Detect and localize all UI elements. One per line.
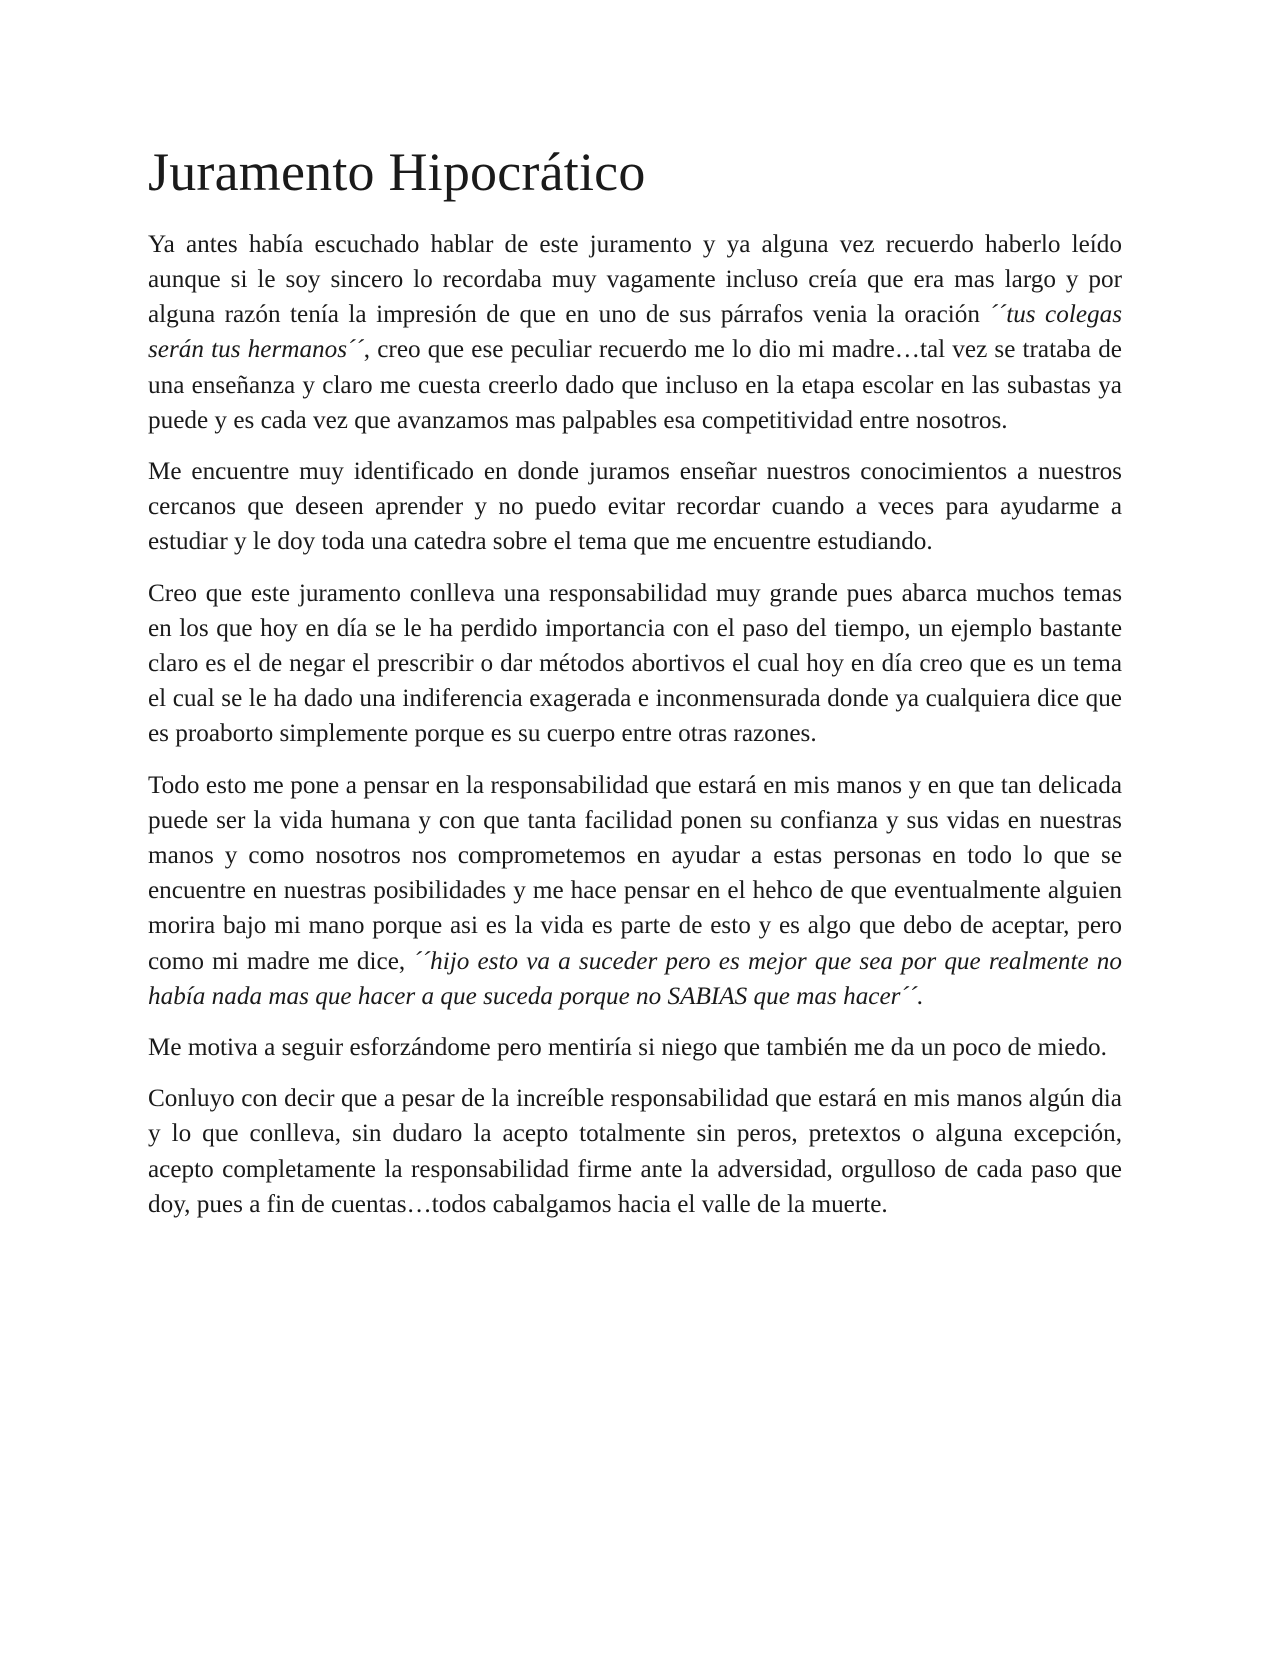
paragraph-5 <box>148 1030 1122 1065</box>
paragraph-5-text: Me motiva a seguir esforzándome pero mentiría si niego que también me da un poco de miedo. <box>148 1034 1107 1062</box>
paragraph-3-text: Creo que este juramento conlleva una responsabilidad muy grande pues abarca muchos temas en los que hoy en día se le ha perdido importancia con el paso del tiempo, un ejemplo bastante claro es el de negar el prescribir o dar métodos abortivos el cual hoy en día creo que es un tema el cual se le ha dado una indiferencia exagerada e inconmensurada donde ya cualquiera dice que es proaborto simplemente porque es su cuerpo entre otras razones. <box>148 579 1122 748</box>
paragraph-4 <box>148 768 1122 1014</box>
document-title: Juramento Hipocrático <box>148 142 646 202</box>
paragraph-6 <box>148 1081 1122 1222</box>
paragraph-1-quote: ´´tus colegas serán tus hermanos´´ <box>148 301 1123 364</box>
paragraph-2 <box>148 454 1122 560</box>
paragraph-1-text-end: , creo que ese peculiar recuerdo me lo dio mi madre…tal vez se trataba de una enseñanza y claro me cuesta creerlo dado que incluso en la etapa escolar en las subastas ya puede y es cada vez que avanzamos mas palpables esa competitividad entre nosotros. <box>148 336 1122 434</box>
paragraph-1 <box>148 227 1122 438</box>
paragraph-4-quote: ´´hijo esto va a suceder pero es mejor que sea por que realmente no había nada mas que hacer a que suceda porque no SABIAS que mas hacer´´. <box>148 947 1122 1010</box>
paragraph-2-text: Me encuentre muy identificado en donde juramos enseñar nuestros conocimientos a nuestros cercanos que deseen aprender y no puedo evitar recordar cuando a veces para ayudarme a estudiar y le doy toda una catedra sobre el tema que me encuentre estudiando. <box>148 458 1122 556</box>
paragraph-6-text: Conluyo con decir que a pesar de la increíble responsabilidad que estará en mis manos algún dia y lo que conlleva, sin dudaro la acepto totalmente sin peros, pretextos o alguna excepción, acepto completamente la responsabilidad firme ante la adversidad, orgulloso de cada paso que doy, pues a fin de cuentas…todos cabalgamos hacia el valle de la muerte. <box>148 1085 1122 1218</box>
document-page <box>148 140 1122 1238</box>
paragraph-4-text: Todo esto me pone a pensar en la responsabilidad que estará en mis manos y en que tan delicada puede ser la vida humana y con que tanta facilidad ponen su confianza y sus vidas en nuestras manos y como nosotros nos comprometemos en ayudar a estas personas en todo lo que se encuentre en nuestras posibilidades y me hace pensar en el hehco de que eventualmente alguien morira bajo mi mano porque asi es la vida es parte de esto y es algo que debo de aceptar, pero como mi madre me dice, <box>148 771 1122 975</box>
paragraph-1-text: Ya antes había escuchado hablar de este juramento y ya alguna vez recuerdo haberlo leído aunque si le soy sincero lo recordaba muy vagamente incluso creía que era mas largo y por alguna razón tenía la impresión de que en uno de sus párrafos venia la oración <box>148 230 1122 329</box>
paragraph-3 <box>148 576 1122 752</box>
